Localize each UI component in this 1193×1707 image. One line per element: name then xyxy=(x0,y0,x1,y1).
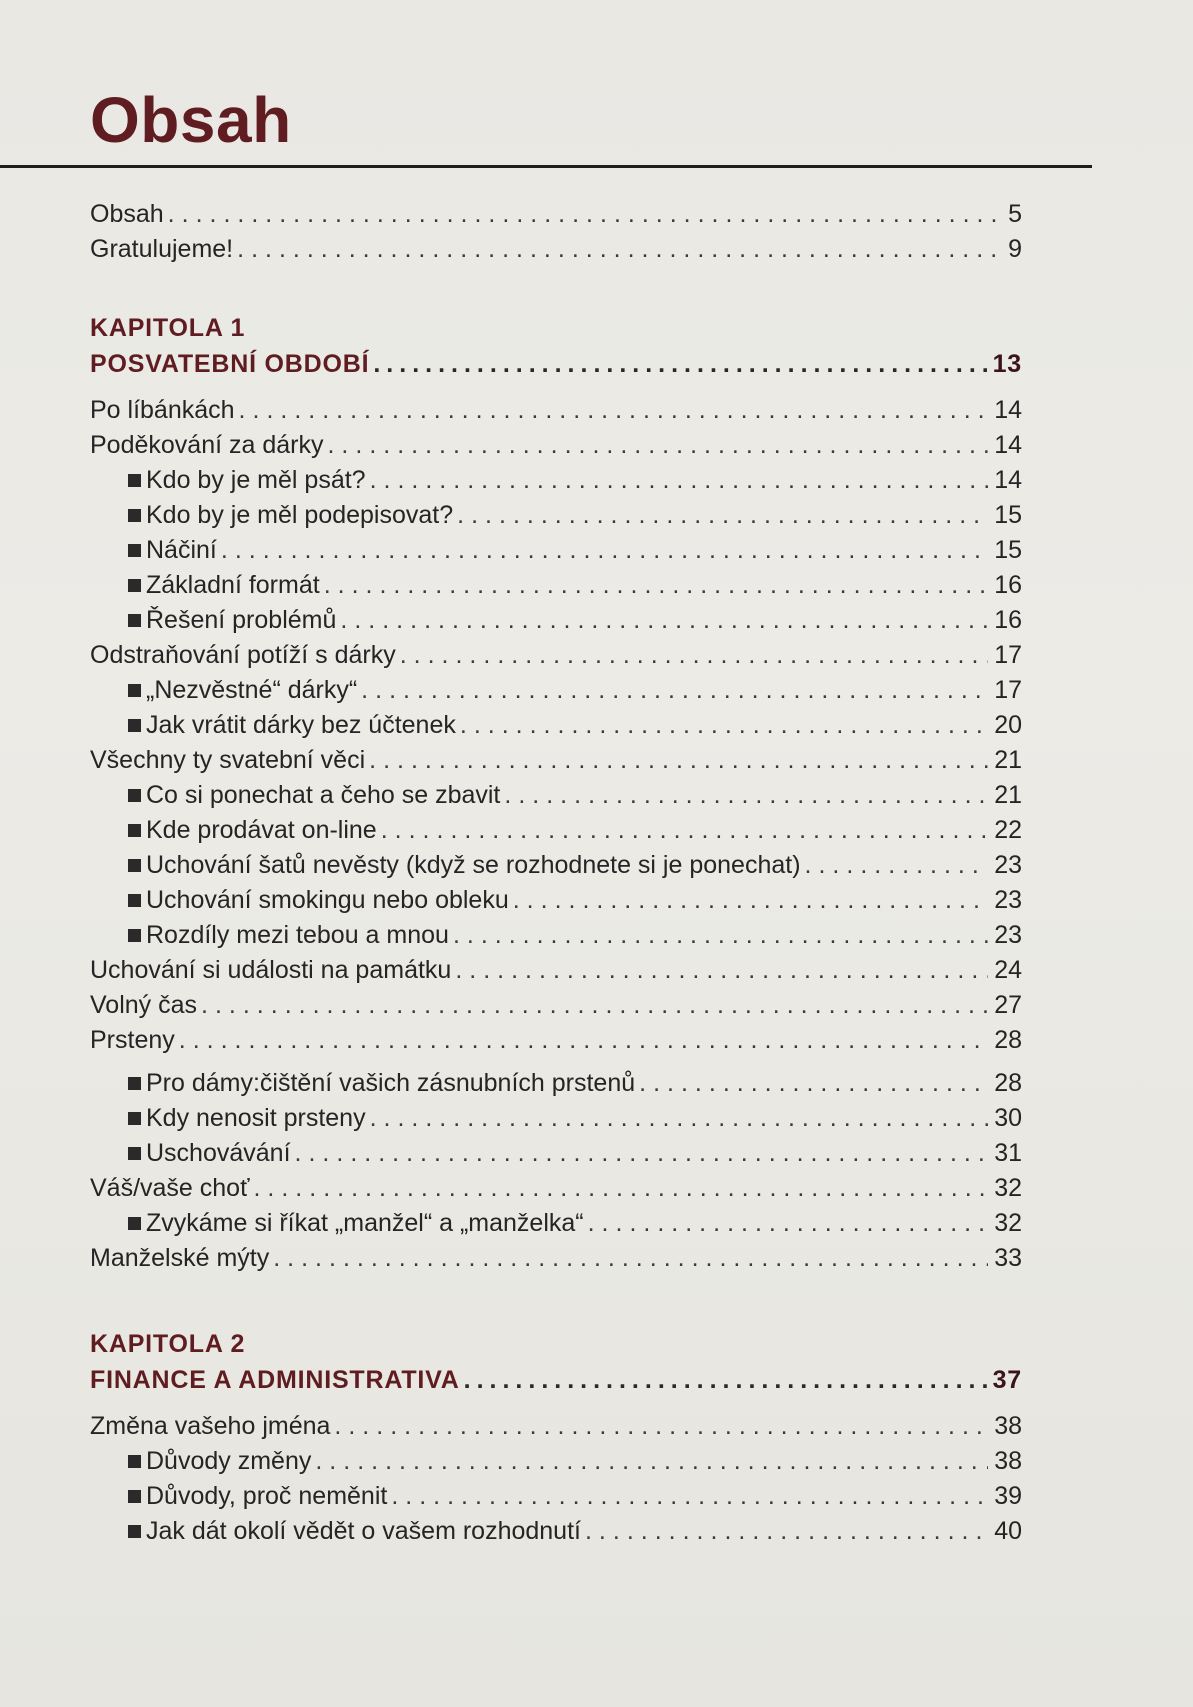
square-bullet-icon xyxy=(128,1077,141,1090)
page-number: 27 xyxy=(994,991,1022,1019)
page-number: 32 xyxy=(994,1174,1022,1202)
page-number: 15 xyxy=(994,536,1022,564)
entry-label: Uchování smokingu nebo obleku xyxy=(146,886,509,914)
chapter-title: FINANCE A ADMINISTRATIVA xyxy=(90,1366,460,1394)
toc-subentry xyxy=(128,848,1022,882)
square-bullet-icon xyxy=(128,1525,141,1538)
square-bullet-icon xyxy=(128,929,141,942)
square-bullet-icon xyxy=(128,1217,141,1230)
toc-entry xyxy=(90,953,1022,987)
page-number: 5 xyxy=(1008,200,1022,228)
page-number: 14 xyxy=(994,431,1022,459)
dot-leader xyxy=(453,918,988,952)
page-number: 32 xyxy=(994,1209,1022,1237)
page-number: 24 xyxy=(994,956,1022,984)
entry-label: Jak vrátit dárky bez účtenek xyxy=(146,711,456,739)
dot-leader xyxy=(805,848,989,882)
dot-leader xyxy=(464,1363,987,1397)
page-number: 16 xyxy=(994,606,1022,634)
dot-leader xyxy=(391,1479,988,1513)
toc-entry xyxy=(90,988,1022,1022)
page-number: 30 xyxy=(994,1104,1022,1132)
page-number: 39 xyxy=(994,1482,1022,1510)
dot-leader xyxy=(639,1066,988,1100)
toc-subentry xyxy=(128,1479,1022,1513)
entry-label: Kdo by je měl psát? xyxy=(146,466,366,494)
dot-leader xyxy=(315,1444,988,1478)
entry-label: Základní formát xyxy=(146,571,320,599)
toc-entry xyxy=(90,197,1022,231)
dot-leader xyxy=(179,1023,988,1057)
dot-leader xyxy=(504,778,988,812)
entry-label: Řešení problémů xyxy=(146,606,337,634)
chapter-title-entry xyxy=(90,347,1022,381)
square-bullet-icon xyxy=(128,719,141,732)
dot-leader xyxy=(381,813,988,847)
entry-label: Uschovávání xyxy=(146,1139,291,1167)
page-number: 38 xyxy=(994,1412,1022,1440)
square-bullet-icon xyxy=(128,614,141,627)
toc-entry xyxy=(90,393,1022,427)
chapter-kicker: KAPITOLA 2 xyxy=(90,1330,246,1358)
page-number: 38 xyxy=(994,1447,1022,1475)
entry-label: Náčiní xyxy=(146,536,217,564)
entry-label: Odstraňování potíží s dárky xyxy=(90,641,396,669)
dot-leader xyxy=(588,1206,989,1240)
chapter-title-entry xyxy=(90,1363,1022,1397)
toc-subentry xyxy=(128,813,1022,847)
square-bullet-icon xyxy=(128,894,141,907)
toc-subentry xyxy=(128,673,1022,707)
square-bullet-icon xyxy=(128,474,141,487)
entry-label: Uchování si události na památku xyxy=(90,956,452,984)
entry-label: „Nezvěstné“ dárky“ xyxy=(146,676,358,704)
entry-label: Důvody, proč neměnit xyxy=(146,1482,388,1510)
entry-label: Změna vašeho jména xyxy=(90,1412,331,1440)
page-number: 28 xyxy=(994,1069,1022,1097)
dot-leader xyxy=(295,1136,989,1170)
page-number: 16 xyxy=(994,571,1022,599)
dot-leader xyxy=(455,953,988,987)
dot-leader xyxy=(324,568,989,602)
entry-label: Důvody změny xyxy=(146,1447,312,1475)
entry-label: Všechny ty svatební věci xyxy=(90,746,366,774)
toc-subentry xyxy=(128,778,1022,812)
dot-leader xyxy=(253,1171,988,1205)
square-bullet-icon xyxy=(128,579,141,592)
toc-subentry xyxy=(128,1206,1022,1240)
toc-entry xyxy=(90,1171,1022,1205)
entry-label: Váš/vaše choť xyxy=(90,1174,250,1202)
dot-leader xyxy=(201,988,988,1022)
dot-leader xyxy=(221,533,988,567)
toc-subentry xyxy=(128,498,1022,532)
entry-label: Pro dámy:čištění vašich zásnubních prstenů xyxy=(146,1069,636,1097)
toc-entry xyxy=(90,1023,1022,1057)
page-number: 14 xyxy=(994,466,1022,494)
toc-entry xyxy=(90,1241,1022,1275)
page-title: Obsah xyxy=(90,84,292,156)
toc-subentry xyxy=(128,1066,1022,1100)
toc-entry xyxy=(90,638,1022,672)
dot-leader xyxy=(513,883,988,917)
square-bullet-icon xyxy=(128,544,141,557)
page-number: 20 xyxy=(994,711,1022,739)
page-number: 9 xyxy=(1008,235,1022,263)
toc-subentry xyxy=(128,708,1022,742)
page-number: 23 xyxy=(994,921,1022,949)
entry-label: Uchování šatů nevěsty (když se rozhodnete si je ponechat) xyxy=(146,851,801,879)
toc-subentry xyxy=(128,918,1022,952)
toc-entry xyxy=(90,428,1022,462)
entry-label: Kdo by je měl podepisovat? xyxy=(146,501,454,529)
toc-subentry xyxy=(128,1101,1022,1135)
square-bullet-icon xyxy=(128,1490,141,1503)
square-bullet-icon xyxy=(128,1455,141,1468)
square-bullet-icon xyxy=(128,1147,141,1160)
entry-label: Zvykáme si říkat „manžel“ a „manželka“ xyxy=(146,1209,584,1237)
entry-label: Manželské mýty xyxy=(90,1244,270,1272)
toc-subentry xyxy=(128,463,1022,497)
dot-leader xyxy=(373,347,986,381)
dot-leader xyxy=(585,1514,988,1548)
toc-subentry xyxy=(128,1514,1022,1548)
entry-label: Rozdíly mezi tebou a mnou xyxy=(146,921,449,949)
toc-subentry xyxy=(128,533,1022,567)
dot-leader xyxy=(340,603,988,637)
chapter-title: POSVATEBNÍ OBDOBÍ xyxy=(90,350,370,378)
square-bullet-icon xyxy=(128,1112,141,1125)
square-bullet-icon xyxy=(128,824,141,837)
square-bullet-icon xyxy=(128,684,141,697)
page-number: 13 xyxy=(992,350,1022,378)
dot-leader xyxy=(370,1101,989,1135)
toc-subentry xyxy=(128,883,1022,917)
page-number: 17 xyxy=(994,641,1022,669)
page-number: 22 xyxy=(994,816,1022,844)
toc-subentry xyxy=(128,1444,1022,1478)
dot-leader xyxy=(168,197,1002,231)
toc-subentry xyxy=(128,568,1022,602)
page-number: 31 xyxy=(994,1139,1022,1167)
entry-label: Jak dát okolí vědět o vašem rozhodnutí xyxy=(146,1517,581,1545)
dot-leader xyxy=(237,232,1002,266)
dot-leader xyxy=(369,743,988,777)
page-number: 14 xyxy=(994,396,1022,424)
page-number: 37 xyxy=(992,1366,1022,1394)
entry-label: Obsah xyxy=(90,200,164,228)
page-number: 21 xyxy=(994,781,1022,809)
entry-label: Volný čas xyxy=(90,991,198,1019)
toc-subentry xyxy=(128,603,1022,637)
square-bullet-icon xyxy=(128,789,141,802)
entry-label: Po líbánkách xyxy=(90,396,235,424)
dot-leader xyxy=(273,1241,988,1275)
page-number: 33 xyxy=(994,1244,1022,1272)
page-number: 23 xyxy=(994,851,1022,879)
square-bullet-icon xyxy=(128,859,141,872)
entry-label: Kdy nenosit prsteny xyxy=(146,1104,366,1132)
dot-leader xyxy=(370,463,989,497)
dot-leader xyxy=(239,393,989,427)
dot-leader xyxy=(460,708,988,742)
dot-leader xyxy=(334,1409,988,1443)
chapter-kicker: KAPITOLA 1 xyxy=(90,314,246,342)
toc-entry xyxy=(90,232,1022,266)
entry-label: Prsteny xyxy=(90,1026,175,1054)
entry-label: Kde prodávat on-line xyxy=(146,816,377,844)
entry-label: Co si ponechat a čeho se zbavit xyxy=(146,781,501,809)
page-number: 21 xyxy=(994,746,1022,774)
dot-leader xyxy=(400,638,988,672)
toc-entry xyxy=(90,743,1022,777)
dot-leader xyxy=(361,673,988,707)
toc-entry xyxy=(90,1409,1022,1443)
page-number: 15 xyxy=(994,501,1022,529)
toc-subentry xyxy=(128,1136,1022,1170)
entry-label: Poděkování za dárky xyxy=(90,431,324,459)
page-number: 17 xyxy=(994,676,1022,704)
dot-leader xyxy=(327,428,988,462)
page-number: 40 xyxy=(994,1517,1022,1545)
page-number: 23 xyxy=(994,886,1022,914)
dot-leader xyxy=(457,498,988,532)
entry-label: Gratulujeme! xyxy=(90,235,234,263)
square-bullet-icon xyxy=(128,509,141,522)
page-number: 28 xyxy=(994,1026,1022,1054)
